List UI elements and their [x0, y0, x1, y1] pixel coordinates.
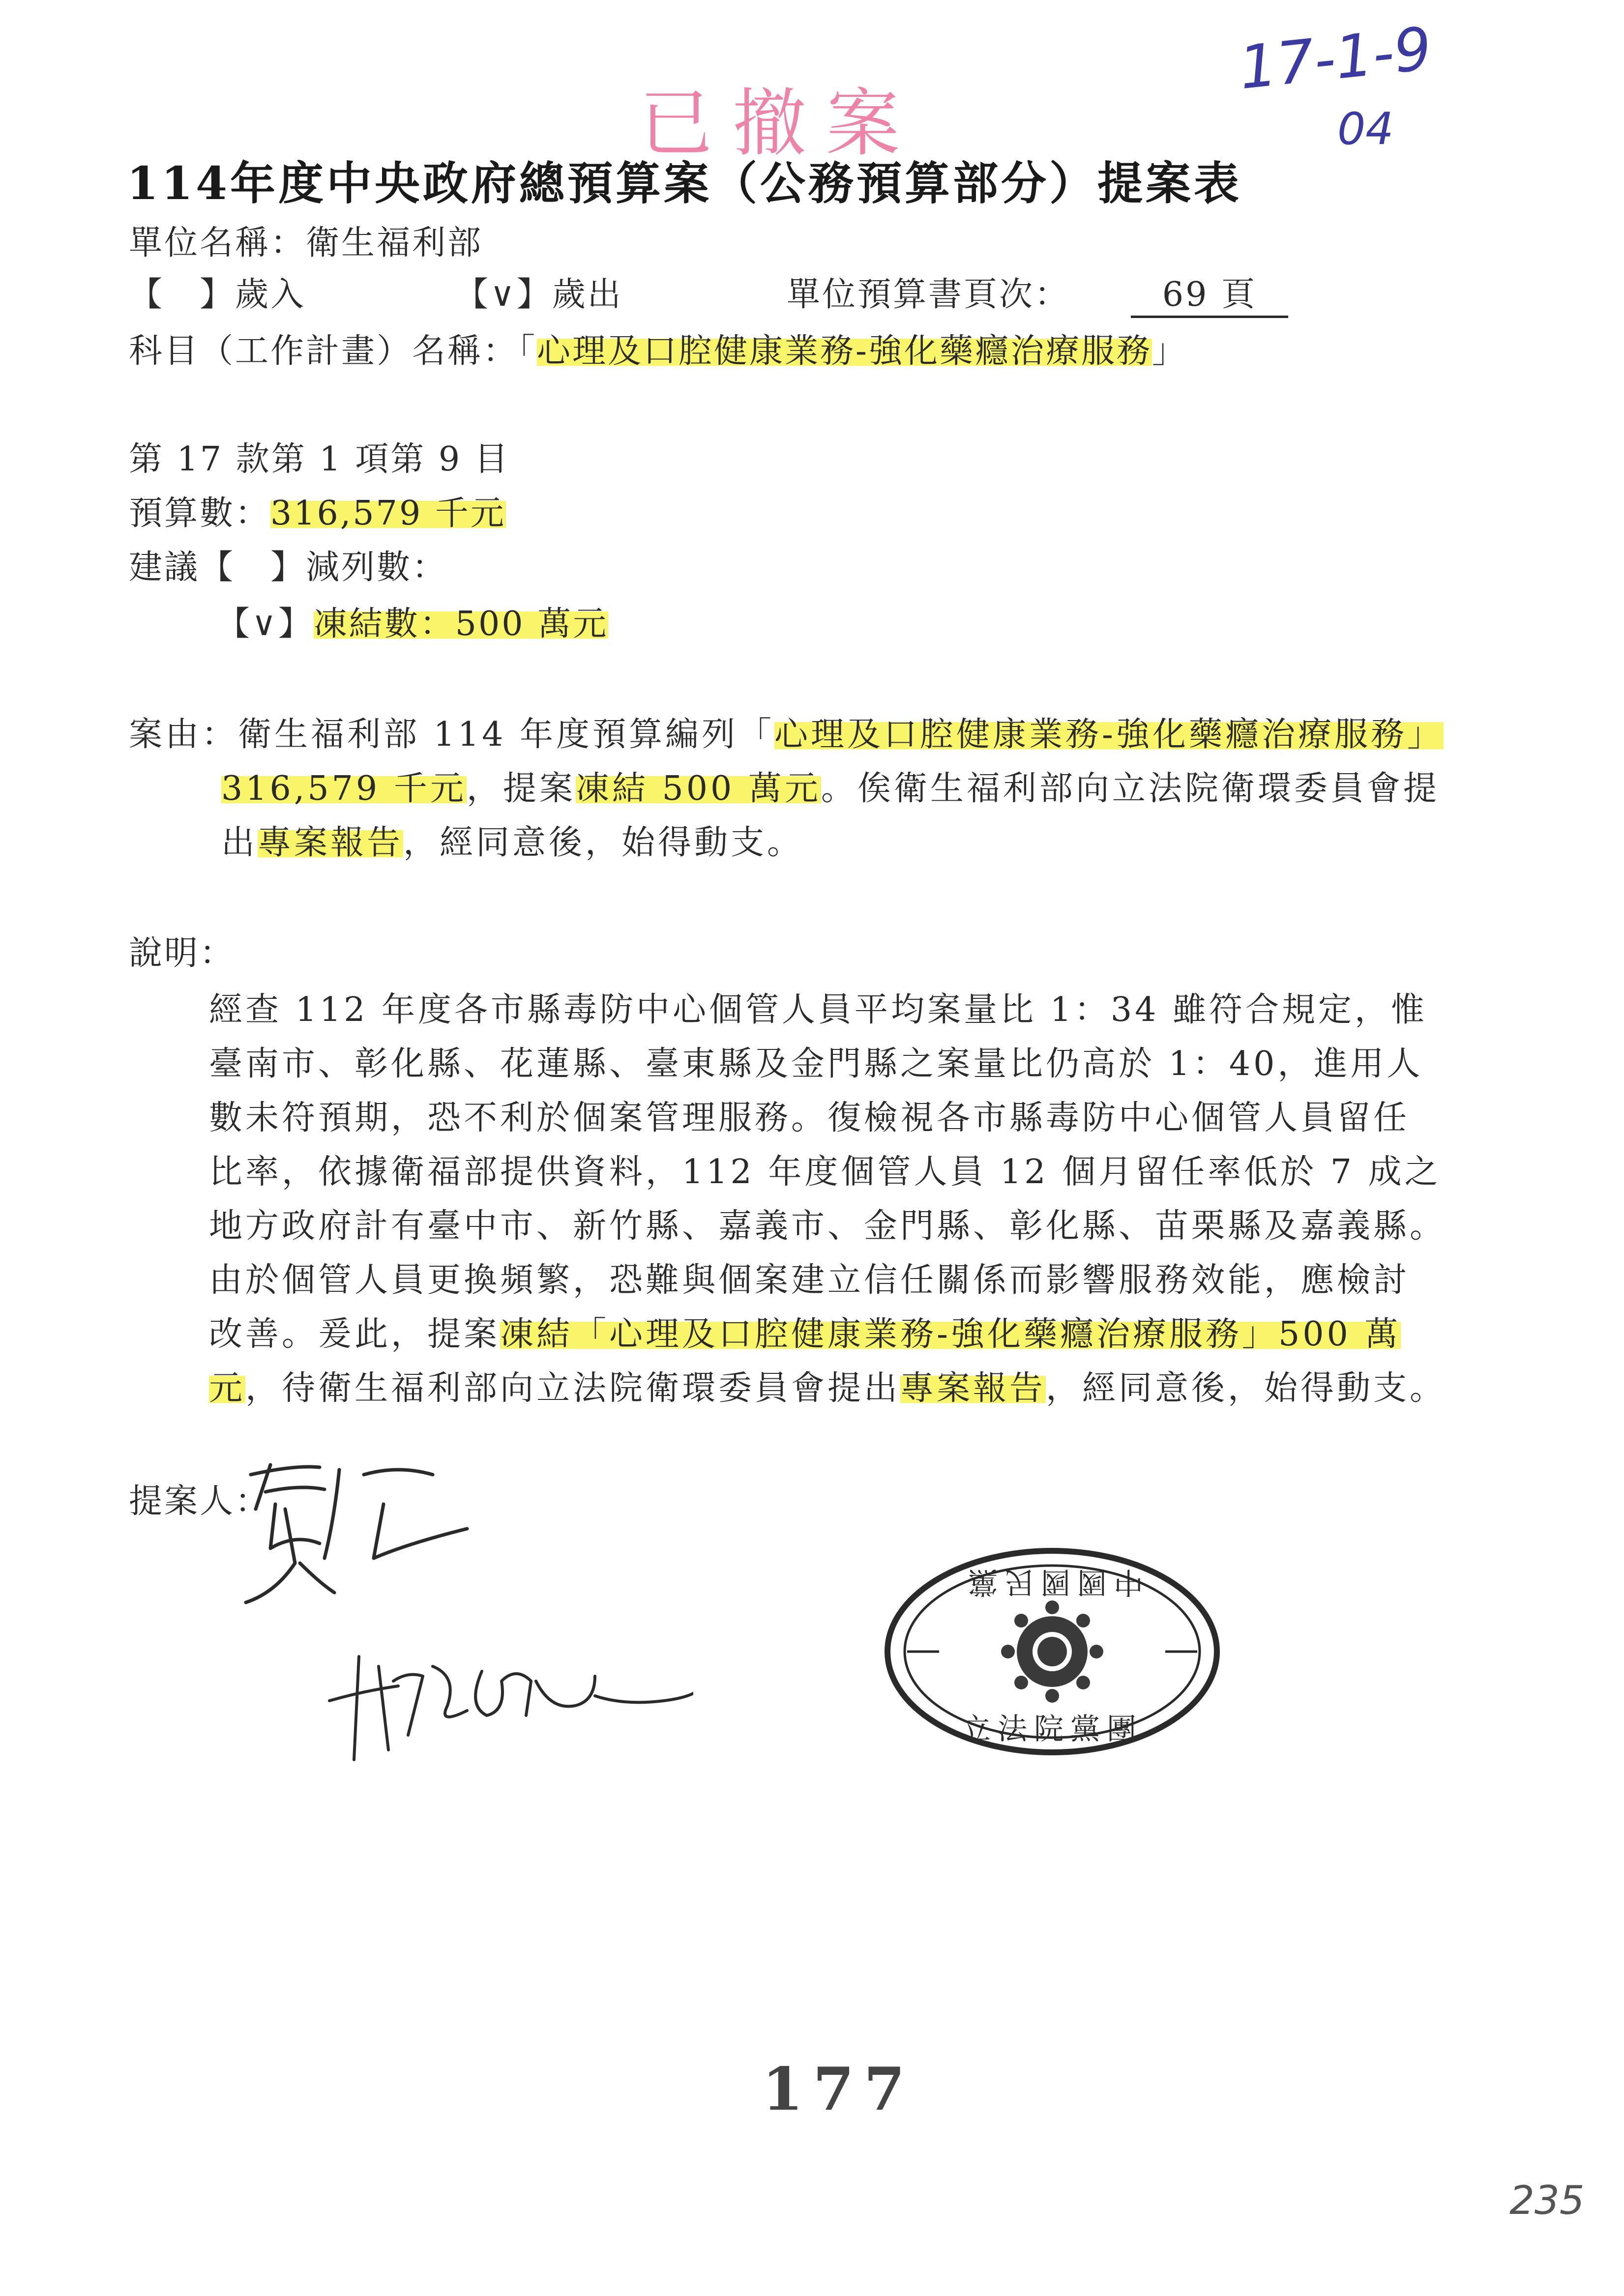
page-ref-label: 單位預算書頁次： — [787, 275, 1070, 314]
budget-label: 預算數： — [129, 494, 271, 533]
unit-name: 單位名稱：衛生福利部 — [129, 224, 483, 262]
case-line-3 — [221, 816, 803, 864]
budget-line — [129, 487, 506, 534]
seal-bottom-text: 立法院黨團 — [961, 1712, 1143, 1746]
freeze-checkbox: 【∨】 — [216, 605, 314, 643]
explain-highlight: 專案報告 — [900, 1369, 1046, 1408]
explain-text: ，經同意後，始得動支。 — [1046, 1369, 1447, 1408]
explain-text: ，待衛生福利部向立法院衛環委員會提出 — [245, 1369, 901, 1408]
revenue-checkbox: 【 】歲入 — [129, 275, 306, 314]
explain-text: 改善。爰此，提案 — [209, 1315, 501, 1354]
case-highlight: 專案報告 — [258, 823, 404, 862]
explain-line-3: 數未符預期，恐不利於個案管理服務。復檢視各市縣毒防中心個管人員留任 — [209, 1099, 1410, 1137]
document-title: 114年度中央政府總預算案（公務預算部分）提案表 — [127, 157, 1242, 210]
explain-highlight: 元 — [209, 1369, 246, 1408]
party-seal — [880, 1543, 1224, 1760]
case-text: 案由：衛生福利部 114 年度預算編列「 — [129, 715, 775, 754]
explain-line-6: 由於個管人員更換頻繁，恐難與個案建立信任關係而影響服務效能，應檢討 — [209, 1261, 1410, 1300]
item-reference: 第 17 款第 1 項第 9 目 — [129, 440, 510, 479]
explain-line-8 — [209, 1362, 1446, 1409]
explain-line-7 — [209, 1308, 1401, 1355]
withdrawn-stamp: 已撤案 — [639, 81, 920, 167]
subject-line — [129, 324, 1187, 372]
explain-label: 說明： — [129, 934, 236, 973]
seal-top-text: 中國國民黨 — [961, 1565, 1143, 1599]
case-highlight: 心理及口腔健康業務-強化藥癮治療服務」 — [774, 715, 1444, 754]
handwritten-date: 17-1-9 — [1236, 14, 1435, 103]
explain-line-4: 比率，依據衛福部提供資料，112 年度個管人員 12 個月留任率低於 7 成之 — [209, 1153, 1441, 1192]
signature-2-image — [320, 1637, 693, 1784]
explain-line-5: 地方政府計有臺中市、新竹縣、嘉義市、金門縣、彰化縣、苗栗縣及嘉義縣。 — [209, 1207, 1447, 1246]
freeze-value: 凍結數：500 萬元 — [313, 605, 609, 643]
proposer-label: 提案人： — [129, 1482, 271, 1521]
subject-value: 心理及口腔健康業務-強化藥癮治療服務 — [537, 332, 1152, 371]
suggest-reduce: 建議【 】減列數： — [129, 548, 448, 587]
handwritten-code: 04 — [1337, 103, 1394, 155]
corner-note: 235 — [1509, 2178, 1585, 2223]
page-ref-value: 69 頁 — [1131, 268, 1288, 318]
page-number: 177 — [762, 2055, 915, 2124]
case-highlight: 凍結 500 萬元 — [575, 769, 821, 808]
subject-label: 科目（工作計畫）名稱：「 — [129, 332, 537, 371]
case-text: ，經同意後，始得動支。 — [403, 823, 804, 862]
explain-line-2: 臺南市、彰化縣、花蓮縣、臺東縣及金門縣之案量比仍高於 1：40，進用人 — [209, 1045, 1423, 1083]
case-line-2 — [221, 762, 1440, 810]
case-text: 。俟衛生福利部向立法院衛環委員會提 — [821, 769, 1440, 808]
case-line-1 — [129, 708, 1444, 756]
subject-close: 」 — [1152, 332, 1188, 371]
expense-checkbox: 【∨】歲出 — [455, 275, 623, 314]
freeze-line — [216, 597, 608, 645]
explain-line-1: 經查 112 年度各市縣毒防中心個管人員平均案量比 1：34 雖符合規定，惟 — [209, 990, 1428, 1029]
case-highlight: 316,579 千元 — [221, 769, 467, 808]
signature-1-image — [236, 1445, 492, 1622]
explain-highlight: 凍結「心理及口腔健康業務-強化藥癮治療服務」500 萬 — [500, 1315, 1401, 1354]
case-text: ，提案 — [466, 769, 576, 808]
case-text: 出 — [221, 823, 258, 862]
budget-value: 316,579 千元 — [270, 494, 506, 533]
